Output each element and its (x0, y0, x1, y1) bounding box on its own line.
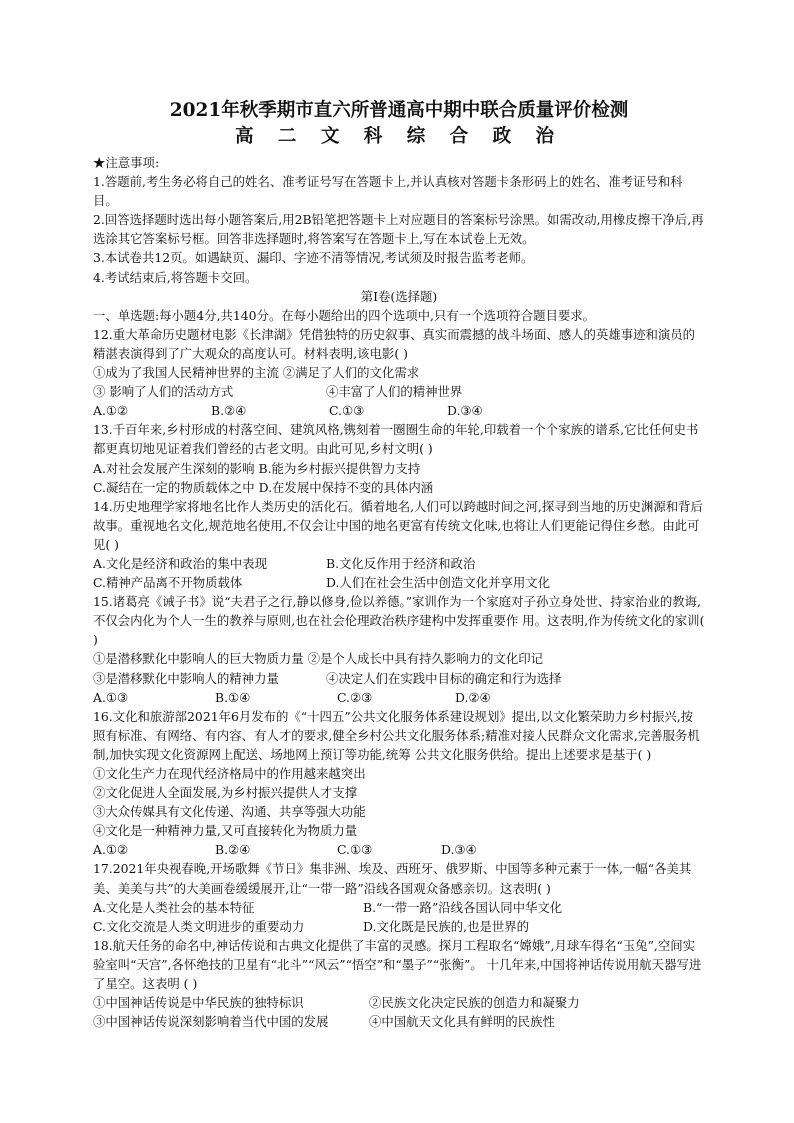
option-b: B.文化反作用于经济和政治 (326, 555, 476, 571)
option-a: A.文化是人类社会的基本特征 (93, 899, 255, 915)
option-c: C.②③ (337, 689, 373, 705)
question-item: ③是潜移默化中影响人的精神力量 (93, 670, 279, 686)
notice-item: 3.本试卷共12页。如遇缺页、漏印、字迹不清等情况,考试须及时报告监考老师。 (93, 250, 534, 266)
question-stem: 15.诸葛亮《诫子书》说“夫君子之行,静以修身,俭以养德。”家训作为一个家庭对子孙立身处世、持家治业的教诲,不仅会内化为个人一生的教养与原则,也在社会伦理政治秩序建构中发挥重要作 用。这表明,作为传统文化的家训( ) (93, 594, 705, 648)
question-stem: 16.文化和旅游部2021年6月发布的《“十四五”公共文化服务体系建设规划》提出,以文化繁荣助力乡村振兴,按照有标准、有网络、有内容、有人才的要求,健全乡村公共文化服务体系;精准对接人民群众文化需求,完善服务机制,加快实现文化资源网上配送、场地网上预订等功能,统筹 公共文化服务供给。提出上述要求是基于( ) (93, 708, 700, 762)
question-item: ③大众传媒具有文化传递、沟通、共享等强大功能 (93, 804, 366, 820)
option-a: A.文化是经济和政治的集中表现 (93, 555, 267, 571)
question-15 (93, 592, 705, 707)
exam-title: 2021年秋季期市直六所普通高中期中联合质量评价检测 (169, 100, 629, 121)
option-c: C.①③ (337, 842, 373, 858)
question-item: ①是潜移默化中影响人的巨大物质力量 ②是个人成长中具有持久影响力的文化印记 (93, 651, 544, 667)
notice-heading: ★注意事项: (93, 155, 160, 170)
option-c: C.精神产品离不开物质载体 (93, 575, 243, 591)
option-row: C.凝结在一定的物质载体之中 D.在发展中保持不变的具体内涵 (93, 479, 434, 495)
option-c: C.文化交流是人类文明进步的重要动力 (93, 918, 305, 934)
section-instruction: 一、单选题:每小题4分,共140分。在每小题给出的四个选项中,只有一个选项符合题目要求。 (93, 307, 596, 323)
question-item: ①成为了我国人民精神世界的主流 ②满足了人们的文化需求 (93, 365, 420, 381)
notice-item: 2.回答选择题时选出每小题答案后,用2B铅笔把答题卡上对应题目的答案标号涂黑。如需改动,用橡皮擦干净后,再选涂其它答案标号框。回答非选择题时,将答案写在答题卡上,写在本试卷上无效。 (93, 212, 704, 247)
section-title: 第Ⅰ卷(选择题) (360, 288, 438, 304)
question-17 (93, 859, 705, 935)
question-16 (93, 707, 705, 860)
question-item: ①中国神话传说是中华民族的独特标识 (93, 995, 304, 1011)
option-row: A.对社会发展产生深刻的影响 B.能为乡村振兴提供智力支持 (93, 460, 421, 476)
option-b: B.“一带一路”沿线各国认同中华文化 (363, 899, 563, 915)
notice-block (93, 153, 705, 287)
question-stem: 17.2021年央视春晚,开场歌舞《节日》集非洲、埃及、西班牙、俄罗斯、中国等多种元素于一体,一幅“各美其美、美美与共”的大美画卷缓缓展开,让“一带一路”沿线各国观众备感亲切。这表明( ) (93, 861, 692, 896)
notice-item: 1.答题前,考生务必将自己的姓名、准考证号写在答题卡上,并认真核对答题卡条形码上的姓名、准考证号和科目。 (93, 174, 683, 209)
question-item: ②民族文化决定民族的创造力和凝聚力 (369, 995, 580, 1011)
option-d: D.文化既是民族的,也是世界的 (363, 918, 530, 934)
question-12 (93, 325, 705, 420)
option-b: B.②④ (215, 842, 251, 858)
option-b: B.②④ (211, 403, 247, 419)
question-stem: 18.航天任务的命名中,神话传说和古典文化提供了丰富的灵感。探月工程取名“嫦娥”,月球车得名“玉兔”,空间实验室叫“天宫”,各怀绝技的卫星有“北斗”“风云”“悟空”和“墨子”“张衡”。 十几年来,中国将神话传说用航天器写进了星空。这表明 ( ) (93, 937, 702, 992)
question-item: ④丰富了人们的精神世界 (326, 384, 463, 400)
option-d: D.③④ (447, 403, 483, 419)
exam-page (93, 98, 705, 1031)
question-item: ①文化生产力在现代经济格局中的作用越来越突出 (93, 766, 366, 781)
question-item: ④中国航天文化具有鲜明的民族性 (369, 1014, 555, 1030)
option-d: D.人们在社会生活中创造文化并享用文化 (326, 575, 551, 591)
question-13 (93, 420, 705, 496)
option-a: A.①② (93, 403, 129, 419)
question-item: ④文化是一种精神力量,又可直接转化为物质力量 (93, 823, 358, 839)
option-a: A.①③ (93, 689, 129, 705)
option-b: B.①④ (215, 689, 251, 705)
option-a: A.①② (93, 842, 129, 858)
question-item: ④决定人们在实践中目标的确定和行为选择 (326, 670, 562, 686)
exam-subtitle: 高 二 文 科 综 合 政 治 (234, 126, 564, 147)
question-14 (93, 497, 705, 592)
question-item: ③中国神话传说深刻影响着当代中国的发展 (93, 1014, 329, 1030)
question-stem: 14.历史地理学家将地名比作人类历史的活化石。循着地名,人们可以跨越时间之河,探寻到当地的历史渊源和背后故事。重视地名文化,规范地名使用,不仅会让中国的地名更富有传统文化味,也将让人们更能记得住乡愁。由此可见( ) (93, 498, 703, 552)
question-stem: 13.千百年来,乡村形成的村落空间、建筑风格,镌刻着一圈圈生命的年轮,印载着一个个家族的谱系,它比任何史书都更真切地见证着我们曾经的古老文明。由此可见,乡村文明( ) (93, 422, 699, 457)
option-c: C.①③ (329, 403, 365, 419)
question-18 (93, 936, 705, 1031)
option-d: D.③④ (441, 842, 477, 858)
question-item: ③ 影响了人们的活动方式 (93, 384, 234, 400)
question-stem: 12.重大革命历史题材电影《长津湖》凭借独特的历史叙事、真实而震撼的战斗场面、感人的英雄事迹和演员的精湛表演得到了广大观众的高度认可。材料表明,该电影( ) (93, 326, 696, 361)
notice-item: 4.考试结束后,将答题卡交回。 (93, 269, 258, 285)
question-item: ②文化促进人全面发展,为乡村振兴提供人才支撑 (93, 785, 358, 801)
option-d: D.②④ (455, 689, 491, 705)
